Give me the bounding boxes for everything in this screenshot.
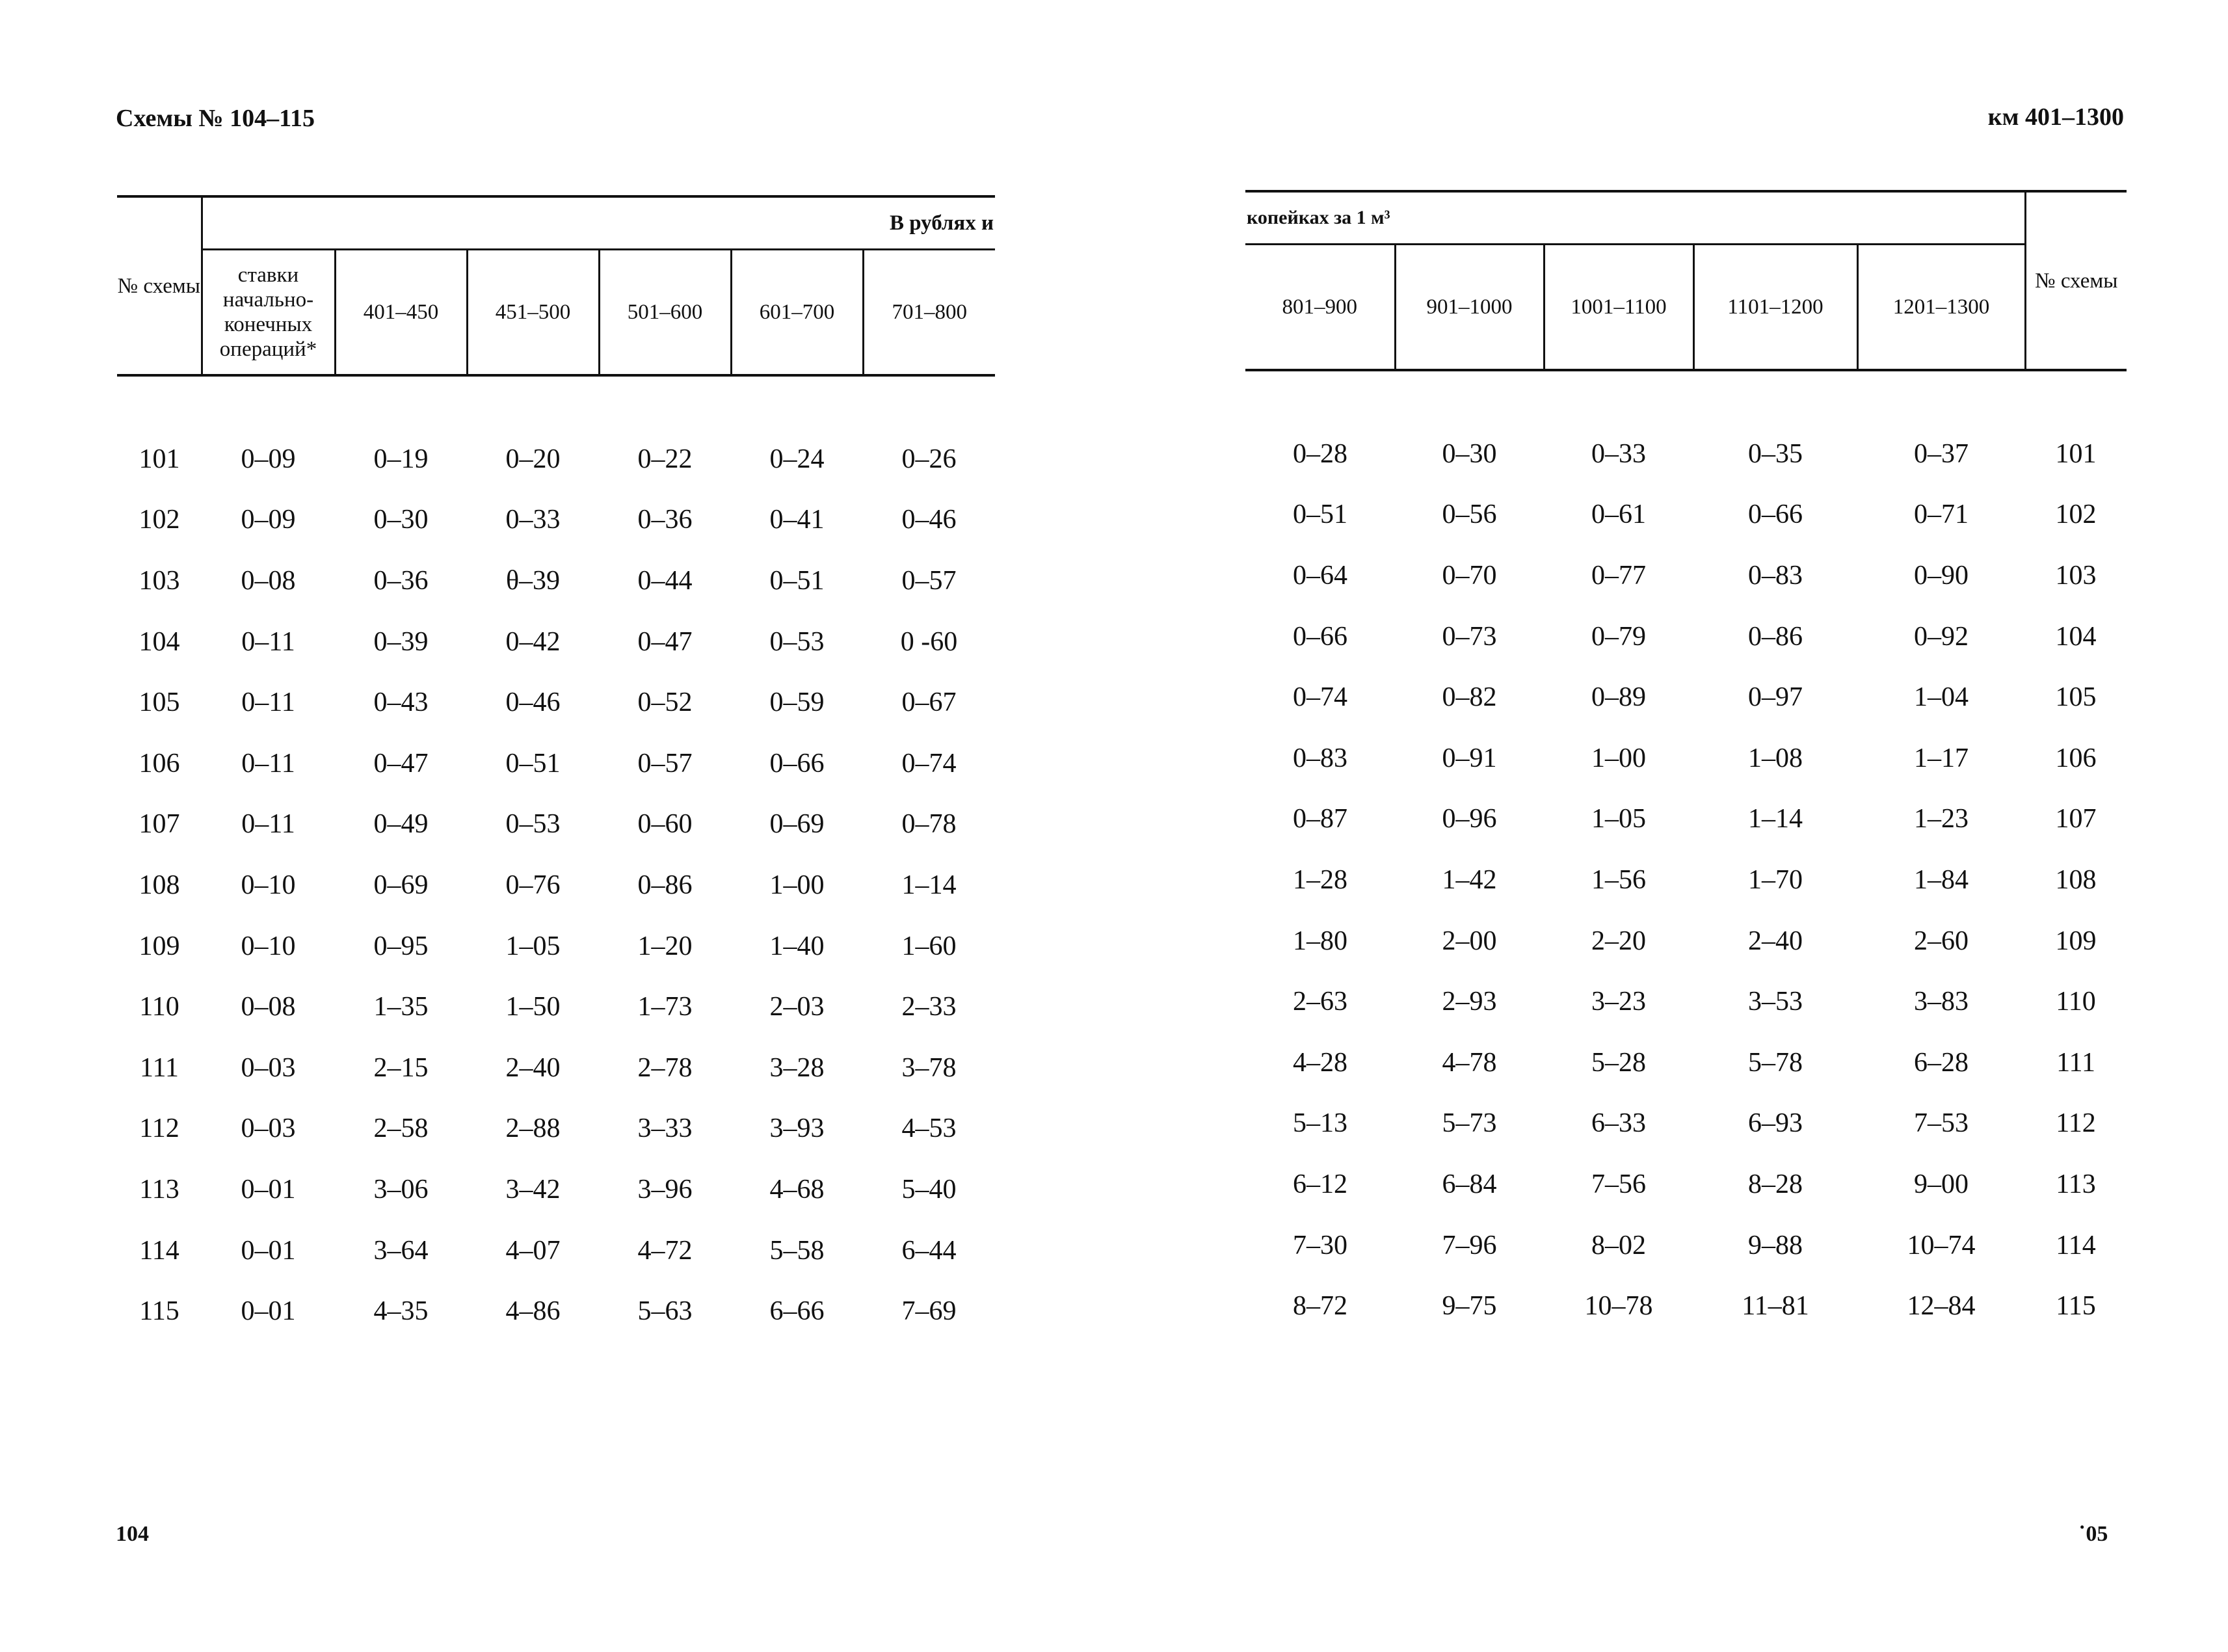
table-cell: 2–20 [1591,926,1646,956]
table-cell: 4–28 [1293,1047,1347,1078]
table-cell: 1–56 [1591,864,1646,895]
page-number-left: 104 [116,1522,149,1546]
table-row [1245,849,2127,911]
table-cell: 114 [2056,1230,2096,1260]
table-cell: 0–74 [1293,682,1347,713]
table-cell: 0–43 [373,687,429,718]
table-cell: 4–07 [505,1235,561,1266]
table-cell: 0–66 [1293,621,1347,652]
table-cell: 2–78 [637,1052,693,1083]
table-cell: 0–86 [1748,621,1803,652]
table-cell: 0–69 [769,809,825,840]
table-cell: 0–01 [241,1296,296,1327]
table-cell: 0–67 [901,687,957,718]
header-distance-range: 401–450 [335,250,467,376]
table-cell: 4–53 [901,1113,957,1144]
header-gap [1245,370,2127,423]
table-cell: θ–39 [505,565,561,596]
table-cell: 0–33 [1591,438,1646,469]
table-cell: 2–15 [373,1052,429,1083]
table-row [117,1220,995,1281]
table-cell: 6–84 [1442,1169,1497,1199]
table-cell: 3–93 [769,1113,825,1144]
table-cell: 108 [2055,864,2097,895]
table-cell: 0–82 [1442,682,1497,713]
table-cell: 0–70 [1442,560,1497,591]
table-cell: 115 [2056,1291,2096,1322]
table-cell: 1–04 [1914,682,1969,713]
table-cell: 114 [139,1235,179,1266]
table-cell: 2–93 [1442,987,1497,1017]
table-cell: 3–78 [901,1052,957,1083]
table-cell: 104 [139,626,180,657]
header-unit-caption: копейках за 1 м³ [1245,191,2025,245]
table-cell: 0–64 [1293,560,1347,591]
table-cell: 0–39 [373,626,429,657]
table-cell: 112 [139,1113,179,1144]
table-cell: 0–47 [637,626,693,657]
table-cell: 0–44 [637,565,693,596]
table-cell: 0–30 [373,505,429,535]
table-cell: 5–13 [1293,1108,1347,1139]
header-distance-range: 901–1000 [1395,245,1544,371]
table-cell: 0–42 [505,626,561,657]
table-cell: 1–00 [1591,743,1646,773]
table-cell: 104 [2055,621,2097,652]
table-cell: 0–19 [373,444,429,474]
table-cell: 3–33 [637,1113,693,1144]
table-cell: 0–33 [505,505,561,535]
table-cell: 107 [139,809,180,840]
table-cell: 10–74 [1907,1230,1976,1260]
table-row [1245,1275,2127,1337]
table-cell: 0–26 [901,444,957,474]
table-row [1245,667,2127,728]
table-cell: 0–86 [637,870,693,900]
table-cell: 11–81 [1742,1291,1809,1322]
table-cell: 3–42 [505,1174,561,1205]
table-cell: 0–57 [901,565,957,596]
table-cell: 8–02 [1591,1230,1646,1260]
table-cell: 106 [139,748,180,779]
table-cell: 6–33 [1591,1108,1646,1139]
table-cell: 0–09 [241,505,296,535]
header-distance-range: 501–600 [599,250,731,376]
table-cell: 110 [139,992,179,1022]
table-row [117,976,995,1037]
header-distance-range: 601–700 [731,250,863,376]
table-cell: 9–00 [1914,1169,1969,1199]
table-cell: 0–59 [769,687,825,718]
table-cell: 0–71 [1914,500,1969,530]
table-cell: 0–03 [241,1052,296,1083]
table-cell: 0–78 [901,809,957,840]
table-cell: 3–96 [637,1174,693,1205]
table-cell: 0–08 [241,565,296,596]
table-row [1245,1154,2127,1215]
page-number-right: ˙05 [2078,1522,2108,1546]
table-cell: 6–93 [1748,1108,1803,1139]
table-cell: 0–52 [637,687,693,718]
table-cell: 3–64 [373,1235,429,1266]
table-cell: 1–28 [1293,864,1347,895]
table-cell: 0–96 [1442,804,1497,834]
table-cell: 1–14 [901,870,957,900]
table-cell: 12–84 [1907,1291,1976,1322]
table-cell: 102 [139,505,180,535]
table-cell: 112 [2056,1108,2096,1139]
table-cell: 1–14 [1748,804,1803,834]
table-cell: 5–40 [901,1174,957,1205]
table-cell: 0–51 [1293,500,1347,530]
table-cell: 1–20 [637,931,693,961]
table-cell: 1–73 [637,992,693,1022]
table-cell: 3–28 [769,1052,825,1083]
table-row [1245,1093,2127,1154]
table-cell: 0–10 [241,931,296,961]
table-cell: 0–95 [373,931,429,961]
header-distance-range: 1001–1100 [1544,245,1693,371]
table-cell: 0–36 [373,565,429,596]
header-distance-range: 1101–1200 [1693,245,1857,371]
table-cell: 0–83 [1293,743,1347,773]
table-row [117,1099,995,1160]
table-cell: 5–58 [769,1235,825,1266]
table-cell: 113 [139,1174,179,1205]
table-cell: 106 [2055,743,2097,773]
table-cell: 1–84 [1914,864,1969,895]
table-row [1245,971,2127,1032]
table-cell: 0–57 [637,748,693,779]
table-cell: 4–86 [505,1296,561,1327]
table-cell: 2–40 [1748,926,1803,956]
table-cell: 0–11 [241,748,295,779]
table-row [1245,545,2127,606]
table-cell: 0–37 [1914,438,1969,469]
table-cell: 9–75 [1442,1291,1497,1322]
rates-table-right [1245,190,2127,1337]
table-cell: 103 [139,565,180,596]
table-cell: 2–03 [769,992,825,1022]
table-cell: 0–35 [1748,438,1803,469]
table-cell: 103 [2055,560,2097,591]
table-cell: 110 [2056,987,2096,1017]
table-cell: 0–01 [241,1174,296,1205]
header-initial-final-rates: ставки начально-конечных операций* [202,250,335,376]
table-cell: 109 [139,931,180,961]
table-row [1245,485,2127,546]
table-cell: 0–73 [1442,621,1497,652]
table-cell: 1–70 [1748,864,1803,895]
table-cell: 9–88 [1748,1230,1803,1260]
header-distance-range: 451–500 [467,250,599,376]
table-cell: 0–10 [241,870,296,900]
table-cell: 0–47 [373,748,429,779]
table-cell: 2–58 [373,1113,429,1144]
table-cell: 0–97 [1748,682,1803,713]
table-cell: 107 [2055,804,2097,834]
table-cell: 0–56 [1442,500,1497,530]
table-cell: 111 [140,1052,179,1083]
table-cell: 111 [2056,1047,2095,1078]
table-cell: 2–63 [1293,987,1347,1017]
table-cell: 8–28 [1748,1169,1803,1199]
table-cell: 1–08 [1748,743,1803,773]
table-cell: 0–22 [637,444,693,474]
table-cell: 2–88 [505,1113,561,1144]
table-cell: 0–36 [637,505,693,535]
table-cell: 105 [2055,682,2097,713]
table-cell: 0–46 [901,505,957,535]
table-row [117,916,995,977]
page-title-right: км 401–1300 [1987,103,2124,131]
header-scheme-number: № схемы [117,196,202,375]
table-cell: 0–41 [769,505,825,535]
table-cell: 0–53 [769,626,825,657]
table-cell: 6–66 [769,1296,825,1327]
table-row [1245,606,2127,667]
table-cell: 0–76 [505,870,561,900]
table-cell: 0–66 [769,748,825,779]
table-cell: 6–28 [1914,1047,1969,1078]
table-cell: 0–61 [1591,500,1646,530]
header-gap [117,375,995,429]
table-cell: 101 [139,444,180,474]
table-cell: 0–01 [241,1235,296,1266]
table-cell: 0–49 [373,809,429,840]
table-cell: 0 -60 [900,626,958,657]
table-cell: 2–33 [901,992,957,1022]
table-cell: 105 [139,687,180,718]
table-row [117,1159,995,1220]
table-cell: 109 [2055,926,2097,956]
table-cell: 3–83 [1914,987,1969,1017]
table-cell: 4–35 [373,1296,429,1327]
table-cell: 4–68 [769,1174,825,1205]
header-unit-caption: В рублях и [202,196,995,250]
page-title-left: Схемы № 104–115 [116,105,315,132]
header-distance-range: 701–800 [863,250,995,376]
table-row [117,550,995,611]
table-row [117,490,995,551]
table-cell: 1–42 [1442,864,1497,895]
table-cell: 2–60 [1914,926,1969,956]
table-cell: 0–89 [1591,682,1646,713]
table-cell: 108 [139,870,180,900]
table-cell: 5–78 [1748,1047,1803,1078]
table-row [1245,423,2127,485]
table-cell: 1–80 [1293,926,1347,956]
table-cell: 5–73 [1442,1108,1497,1139]
rates-table-left [117,195,995,1342]
table-cell: 7–96 [1442,1230,1497,1260]
table-cell: 3–23 [1591,987,1646,1017]
table-row [117,855,995,916]
table-cell: 3–53 [1748,987,1803,1017]
table-cell: 8–72 [1293,1291,1347,1322]
table-cell: 0–24 [769,444,825,474]
table-cell: 3–06 [373,1174,429,1205]
table-cell: 1–05 [1591,804,1646,834]
table-cell: 0–51 [769,565,825,596]
table-cell: 101 [2055,438,2097,469]
table-cell: 0–69 [373,870,429,900]
table-cell: 0–11 [241,687,295,718]
table-cell: 0–74 [901,748,957,779]
table-cell: 0–08 [241,992,296,1022]
header-scheme-number: № схемы [2025,191,2127,370]
table-row [1245,1215,2127,1276]
table-cell: 5–28 [1591,1047,1646,1078]
table-cell: 1–00 [769,870,825,900]
table-cell: 1–17 [1914,743,1969,773]
table-cell: 113 [2056,1169,2096,1199]
table-row [117,611,995,673]
table-cell: 115 [139,1296,179,1327]
table-row [1245,789,2127,850]
table-cell: 0–90 [1914,560,1969,591]
table-cell: 0–51 [505,748,561,779]
table-cell: 7–30 [1293,1230,1347,1260]
table-row [117,1281,995,1342]
header-distance-range: 801–900 [1245,245,1395,371]
table-cell: 1–05 [505,931,561,961]
table-cell: 0–53 [505,809,561,840]
table-cell: 0–09 [241,444,296,474]
table-cell: 1–50 [505,992,561,1022]
table-cell: 7–56 [1591,1169,1646,1199]
table-cell: 0–46 [505,687,561,718]
table-cell: 0–11 [241,626,295,657]
table-cell: 0–77 [1591,560,1646,591]
table-cell: 0–30 [1442,438,1497,469]
table-row [117,1037,995,1099]
table-cell: 4–72 [637,1235,693,1266]
table-cell: 2–40 [505,1052,561,1083]
table-row [117,429,995,490]
table-cell: 0–60 [637,809,693,840]
table-row [1245,1032,2127,1093]
table-cell: 4–78 [1442,1047,1497,1078]
table-cell: 0–79 [1591,621,1646,652]
table-cell: 6–44 [901,1235,957,1266]
table-cell: 6–12 [1293,1169,1347,1199]
table-cell: 0–11 [241,809,295,840]
table-row [1245,911,2127,972]
table-cell: 1–60 [901,931,957,961]
table-cell: 2–00 [1442,926,1497,956]
table-cell: 0–83 [1748,560,1803,591]
table-cell: 0–87 [1293,804,1347,834]
table-cell: 102 [2055,500,2097,530]
table-row [117,794,995,855]
table-row [117,733,995,794]
table-row [1245,728,2127,789]
table-cell: 0–91 [1442,743,1497,773]
table-cell: 10–78 [1584,1291,1653,1322]
table-cell: 0–28 [1293,438,1347,469]
table-cell: 7–69 [901,1296,957,1327]
table-cell: 0–92 [1914,621,1969,652]
header-distance-range: 1201–1300 [1857,245,2025,371]
table-cell: 0–20 [505,444,561,474]
table-cell: 1–40 [769,931,825,961]
table-cell: 7–53 [1914,1108,1969,1139]
table-cell: 5–63 [637,1296,693,1327]
table-cell: 1–35 [373,992,429,1022]
table-cell: 1–23 [1914,804,1969,834]
table-row [117,672,995,733]
table-cell: 0–66 [1748,500,1803,530]
table-cell: 0–03 [241,1113,296,1144]
